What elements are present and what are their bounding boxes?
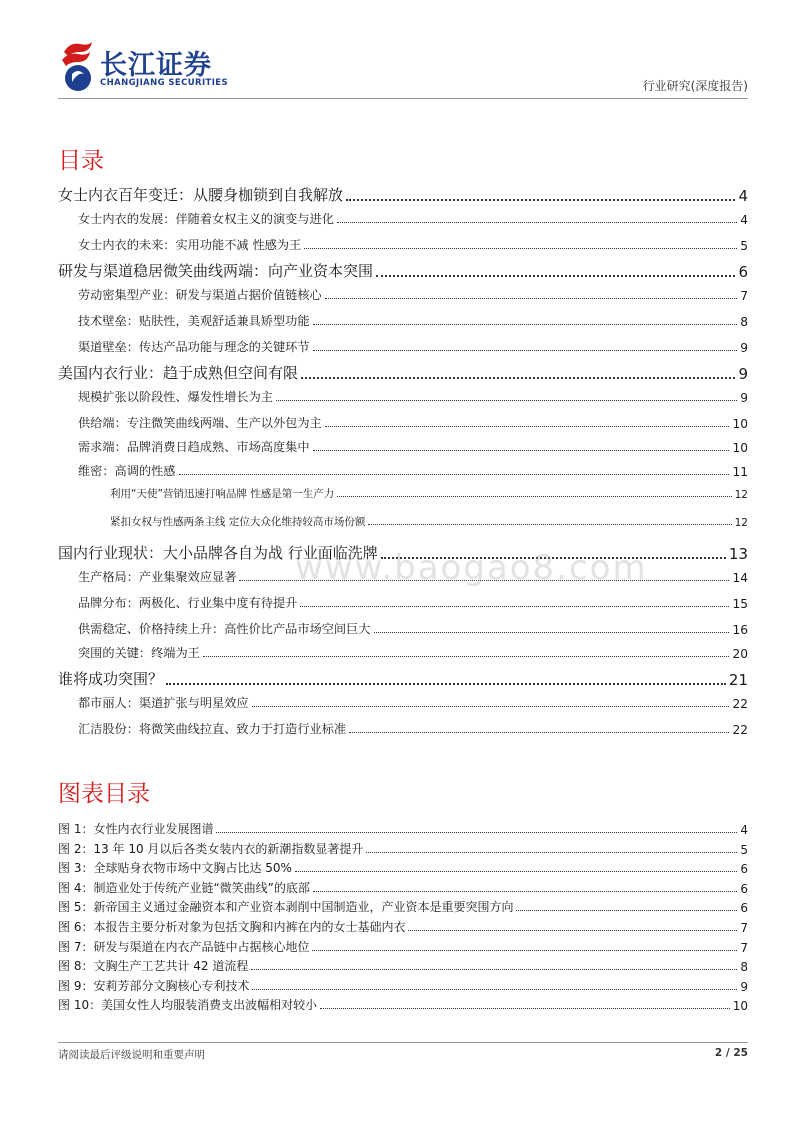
figure-entry[interactable] — [58, 918, 748, 935]
toc-section-page-number: 14 — [732, 571, 748, 585]
footer-divider — [58, 1042, 748, 1043]
toc-chapter-label: 女士内衣百年变迁：从腰身枷锁到自我解放 — [58, 186, 344, 204]
figure-entry-label: 图 9：安莉芳部分文胸核心专利技术 — [58, 978, 250, 993]
toc-section[interactable] — [78, 388, 748, 405]
toc-section[interactable] — [78, 438, 748, 455]
toc-subsection[interactable] — [110, 514, 748, 529]
toc-section-page-number: 22 — [732, 697, 748, 711]
toc-chapter-label: 美国内衣行业：趋于成熟但空间有限 — [58, 364, 299, 382]
figure-entry-label: 图 8：文胸生产工艺共计 42 道流程 — [58, 959, 249, 974]
toc-section-label: 生产格局：产业集聚效应显著 — [78, 570, 237, 584]
figure-entry-page-number: 6 — [740, 862, 748, 877]
logo-chinese-name: 长江证券 — [100, 50, 212, 81]
figure-entry[interactable] — [58, 879, 748, 896]
toc-section[interactable] — [78, 338, 748, 355]
figure-list-title: 图表目录 — [58, 781, 150, 807]
toc-chapter-page-number: 21 — [728, 671, 748, 689]
dot-leader — [166, 683, 726, 685]
figure-list — [58, 818, 748, 1038]
toc-section[interactable] — [78, 720, 748, 737]
toc-chapter[interactable] — [58, 184, 748, 205]
dot-leader — [216, 832, 737, 833]
toc-chapter-label: 国内行业现状：大小品牌各自为战 行业面临洗牌 — [58, 544, 378, 562]
toc-chapter-page-number: 13 — [728, 545, 748, 563]
toc-chapter-page-number: 9 — [738, 365, 748, 383]
dot-leader — [349, 732, 729, 733]
toc-section-label: 技术壁垒：贴肤性，美观舒适兼具矫型功能 — [78, 314, 310, 328]
toc-section-page-number: 4 — [740, 213, 748, 227]
toc-section-page-number: 11 — [732, 465, 748, 479]
toc-section-page-number: 9 — [740, 391, 748, 405]
figure-entry-page-number: 8 — [740, 960, 748, 975]
figure-entry[interactable] — [58, 996, 748, 1013]
figure-entry[interactable] — [58, 859, 748, 876]
figure-entry-label: 图 10：美国女性人均服装消费支出波幅相对较小 — [58, 998, 318, 1013]
dot-leader — [276, 400, 737, 401]
watermark: www.baogao8.com — [295, 548, 648, 588]
figure-entry-label: 图 3：全球贴身衣物市场中文胸占比达 50% — [58, 861, 292, 876]
dot-leader — [366, 852, 737, 853]
figure-entry-label: 图 1：女性内衣行业发展图谱 — [58, 822, 214, 836]
toc-section[interactable] — [78, 462, 748, 479]
toc-subsection-page-number: 12 — [734, 517, 748, 529]
dot-leader — [301, 377, 735, 379]
toc-chapter[interactable] — [58, 668, 748, 689]
figure-entry-label: 图 6：本报告主要分析对象为包括文胸和内裤在内的女士基础内衣 — [58, 920, 406, 934]
toc-section[interactable] — [78, 414, 748, 431]
toc-section-page-number: 16 — [732, 623, 748, 637]
figure-entry-label: 图 5：新帝国主义通过金融资本和产业资本剥削中国制造业，产业资本是重要突围方向 — [58, 900, 514, 915]
toc-section[interactable] — [78, 236, 748, 253]
company-logo — [58, 38, 258, 98]
toc-section[interactable] — [78, 620, 748, 637]
toc-subsection[interactable] — [110, 486, 748, 501]
dot-leader — [408, 930, 737, 931]
dot-leader — [313, 891, 737, 892]
toc-section[interactable] — [78, 644, 748, 661]
toc-section-label: 规模扩张以阶段性、爆发性增长为主 — [78, 390, 273, 404]
dot-leader — [312, 950, 737, 951]
dot-leader — [368, 524, 731, 525]
table-of-contents — [58, 180, 748, 740]
figure-entry-page-number: 6 — [740, 881, 748, 896]
toc-chapter[interactable] — [58, 260, 748, 281]
toc-section[interactable] — [78, 594, 748, 611]
toc-section-label: 汇洁股份：将微笑曲线拉直、致力于打造行业标准 — [78, 722, 347, 736]
page-number: 2 / 25 — [714, 1047, 748, 1059]
toc-section-page-number: 9 — [740, 341, 748, 355]
dot-leader — [376, 275, 735, 277]
figure-entry-page-number: 6 — [740, 901, 748, 916]
toc-section-page-number: 22 — [732, 723, 748, 737]
figure-entry-page-number: 5 — [740, 842, 748, 857]
toc-section-label: 品牌分布：两极化、行业集中度有待提升 — [78, 596, 298, 610]
toc-section-page-number: 7 — [740, 289, 748, 303]
figure-entry[interactable] — [58, 938, 748, 955]
toc-chapter-page-number: 6 — [738, 263, 748, 281]
dot-leader — [252, 706, 730, 707]
toc-subsection-label: 利用“天使”营销迅速打响品牌 性感是第一生产力 — [110, 488, 335, 500]
dot-leader — [346, 199, 735, 201]
toc-chapter[interactable] — [58, 362, 748, 383]
toc-section-label: 突围的关键：终端为王 — [78, 646, 200, 660]
toc-section-label: 都市丽人：渠道扩张与明星效应 — [78, 696, 249, 710]
dot-leader — [203, 656, 730, 657]
figure-entry-page-number: 9 — [740, 979, 748, 994]
dot-leader — [300, 606, 729, 607]
toc-section-page-number: 5 — [740, 239, 748, 253]
toc-section-label: 女士内衣的未来：实用功能不减 性感为王 — [78, 238, 302, 252]
dot-leader — [313, 324, 738, 325]
toc-subsection-label: 紧扣女权与性感两条主线 定位大众化维持较高市场份额 — [110, 516, 366, 528]
dot-leader — [325, 298, 737, 299]
figure-entry[interactable] — [58, 840, 748, 857]
report-type-label: 行业研究(深度报告) — [642, 79, 748, 93]
dot-leader — [252, 989, 737, 990]
figure-entry-label: 图 2：13 年 10 月以后各类女装内衣的新潮指数显著提升 — [58, 841, 364, 856]
toc-section-label: 劳动密集型产业：研发与渠道占据价值链核心 — [78, 288, 322, 302]
toc-section-label: 渠道壁垒：传达产品功能与理念的关键环节 — [78, 340, 310, 354]
dot-leader — [320, 1008, 730, 1009]
figure-entry[interactable] — [58, 898, 748, 915]
toc-section[interactable] — [78, 312, 748, 329]
figure-entry-page-number: 7 — [740, 940, 748, 955]
dot-leader — [337, 222, 737, 223]
figure-entry-label: 图 4：制造业处于传统产业链“微笑曲线”的底部 — [58, 880, 310, 895]
figure-entry[interactable] — [58, 820, 748, 837]
toc-section-label: 供需稳定、价格持续上升：高性价比产品市场空间巨大 — [78, 622, 371, 636]
toc-chapter-label: 研发与渠道稳居微笑曲线两端：向产业资本突围 — [58, 262, 374, 280]
toc-section-page-number: 20 — [732, 647, 748, 661]
toc-subsection-page-number: 12 — [734, 489, 748, 501]
logo-emblem-icon — [58, 38, 98, 94]
figure-entry-page-number: 7 — [740, 921, 748, 935]
toc-section-page-number: 8 — [740, 315, 748, 329]
dot-leader — [295, 871, 737, 872]
toc-section-label: 供给端：专注微笑曲线两端、生产以外包为主 — [78, 416, 322, 430]
toc-section-page-number: 15 — [732, 597, 748, 611]
dot-leader — [251, 969, 737, 970]
dot-leader — [179, 474, 730, 475]
toc-title: 目录 — [58, 148, 104, 174]
toc-section[interactable] — [78, 694, 748, 711]
toc-section[interactable] — [78, 286, 748, 303]
toc-section-page-number: 10 — [732, 417, 748, 431]
figure-entry-page-number: 10 — [732, 999, 748, 1014]
figure-entry[interactable] — [58, 957, 748, 974]
dot-leader — [516, 910, 737, 911]
logo-english-name: CHANGJIANG SECURITIES — [100, 78, 229, 88]
page-header — [58, 38, 748, 98]
toc-chapter-label: 谁将成功突围？ — [58, 670, 164, 688]
toc-section-label: 女士内衣的发展：伴随着女权主义的演变与进化 — [78, 212, 334, 226]
footer-disclaimer: 请阅读最后评级说明和重要声明 — [58, 1049, 205, 1061]
toc-section-label: 维密：高调的性感 — [78, 464, 176, 478]
dot-leader — [337, 496, 731, 497]
figure-entry-page-number: 4 — [740, 823, 748, 837]
toc-chapter-page-number: 4 — [738, 187, 748, 205]
dot-leader — [325, 426, 730, 427]
dot-leader — [313, 350, 738, 351]
toc-section-label: 需求端：品牌消费日趋成熟、市场高度集中 — [78, 440, 310, 454]
header-divider — [58, 98, 748, 99]
toc-section-page-number: 10 — [732, 441, 748, 455]
dot-leader — [304, 248, 737, 249]
figure-entry-label: 图 7：研发与渠道在内衣产品链中占据核心地位 — [58, 939, 310, 954]
toc-section[interactable] — [78, 210, 748, 227]
dot-leader — [313, 450, 730, 451]
figure-entry[interactable] — [58, 977, 748, 994]
dot-leader — [374, 632, 730, 633]
